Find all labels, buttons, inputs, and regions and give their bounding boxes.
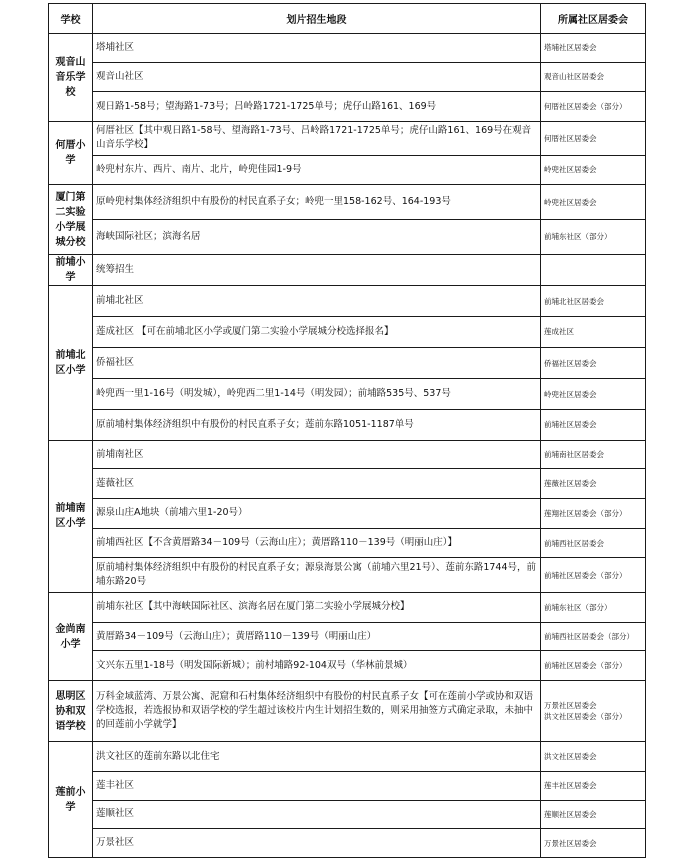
school-name-cell: 莲前小学 [49, 742, 93, 858]
table-row [49, 34, 646, 63]
table-row [49, 469, 646, 499]
table-row [49, 558, 646, 593]
zone-cell: 源泉山庄A地块（前埔六里1-20号） [93, 499, 541, 529]
table-row [49, 593, 646, 623]
zone-cell: 岭兜村东片、西片、南片、北片，岭兜佳园1-9号 [93, 155, 541, 185]
committee-cell: 侨福社区居委会 [541, 347, 646, 379]
table-row [49, 254, 646, 286]
committee-cell: 岭兜社区居委会 [541, 155, 646, 185]
table-row [49, 286, 646, 317]
table-row [49, 528, 646, 558]
enrollment-zone-table [48, 3, 646, 858]
committee-cell: 莲薇社区居委会 [541, 469, 646, 499]
table-row [49, 742, 646, 772]
table-body [49, 34, 646, 858]
committee-cell: 岭兜社区居委会 [541, 379, 646, 410]
committee-cell: 何厝社区居委会（部分） [541, 92, 646, 122]
zone-cell: 前埔西社区【不含黄厝路34－109号（云海山庄）；黄厝路110－139号（明丽山庄）】 [93, 528, 541, 558]
committee-cell: 前埔西社区居委会 [541, 528, 646, 558]
zone-cell: 观日路1-58号；望海路1-73号；吕岭路1721-1725单号；虎仔山路161、169号 [93, 92, 541, 122]
committee-cell: 万景社区居委会 洪文社区居委会（部分） [541, 680, 646, 741]
zone-cell: 莲薇社区 [93, 469, 541, 499]
committee-cell: 塔埔社区居委会 [541, 34, 646, 63]
table-row [49, 771, 646, 800]
zone-cell: 万景社区 [93, 829, 541, 858]
table-row [49, 185, 646, 220]
school-name-cell: 前埔北区小学 [49, 286, 93, 440]
table-row [49, 379, 646, 410]
zone-cell: 原前埔村集体经济组织中有股份的村民直系子女；源泉海景公寓（前埔六里21号）、莲前东路1744号，前埔东路20号 [93, 558, 541, 593]
committee-cell: 莲成社区 [541, 317, 646, 348]
zone-cell: 文兴东五里1-18号（明发国际新城）；前村埔路92-104双号（华林前景城） [93, 651, 541, 681]
committee-cell [541, 254, 646, 286]
committee-cell: 前埔社区居委会 [541, 410, 646, 441]
table-row [49, 155, 646, 185]
committee-cell: 前埔西社区居委会（部分） [541, 622, 646, 651]
zone-cell: 前埔东社区【其中海峡国际社区、滨海名居在厦门第二实验小学展城分校】 [93, 593, 541, 623]
committee-cell: 何厝社区居委会 [541, 121, 646, 155]
table-row [49, 317, 646, 348]
table-row [49, 62, 646, 92]
committee-cell: 前埔社区居委会（部分） [541, 558, 646, 593]
school-name-cell: 前埔小学 [49, 254, 93, 286]
school-name-cell: 金尚南小学 [49, 593, 93, 681]
committee-cell: 前埔东社区（部分） [541, 220, 646, 255]
zone-cell: 黄厝路34－109号（云海山庄）；黄厝路110－139号（明丽山庄） [93, 622, 541, 651]
school-name-cell: 厦门第二实验小学展城分校 [49, 185, 93, 255]
table-row [49, 347, 646, 379]
committee-cell: 莲翔社区居委会（部分） [541, 499, 646, 529]
zone-cell: 莲成社区 【可在前埔北区小学或厦门第二实验小学展城分校选择报名】 [93, 317, 541, 348]
table-row [49, 121, 646, 155]
zone-cell: 万科金域蓝湾、万景公寓、泥窟和石村集体经济组织中有股份的村民直系子女【可在莲前小学或协和双语学校选报，若选报协和双语学校的学生超过该校片内生计划招生数的，则采用抽签方式确定录取，未抽中的回莲前小学就学】 [93, 680, 541, 741]
committee-cell: 前埔东社区（部分） [541, 593, 646, 623]
school-name-cell: 思明区协和双语学校 [49, 680, 93, 741]
zone-cell: 洪文社区的莲前东路以北住宅 [93, 742, 541, 772]
school-name-cell: 何厝小学 [49, 121, 93, 184]
committee-cell: 前埔北社区居委会 [541, 286, 646, 317]
header-zone: 划片招生地段 [93, 4, 541, 34]
table-row [49, 440, 646, 469]
table-row [49, 92, 646, 122]
table-row [49, 829, 646, 858]
header-school: 学校 [49, 4, 93, 34]
committee-cell: 观音山社区居委会 [541, 62, 646, 92]
zone-cell: 前埔南社区 [93, 440, 541, 469]
table-row [49, 410, 646, 441]
zone-cell: 海峡国际社区；滨海名居 [93, 220, 541, 255]
zone-cell: 前埔北社区 [93, 286, 541, 317]
table-row [49, 499, 646, 529]
zone-cell: 塔埔社区 [93, 34, 541, 63]
zone-cell: 侨福社区 [93, 347, 541, 379]
committee-cell: 前埔社区居委会（部分） [541, 651, 646, 681]
school-name-cell: 前埔南区小学 [49, 440, 93, 592]
committee-cell: 万景社区居委会 [541, 829, 646, 858]
table-header-row [49, 4, 646, 34]
school-name-cell: 观音山音乐学校 [49, 34, 93, 122]
table-row [49, 800, 646, 829]
zone-cell: 原前埔村集体经济组织中有股份的村民直系子女；莲前东路1051-1187单号 [93, 410, 541, 441]
table-row [49, 220, 646, 255]
committee-cell: 莲顺社区居委会 [541, 800, 646, 829]
table-row [49, 680, 646, 741]
committee-cell: 莲丰社区居委会 [541, 771, 646, 800]
committee-cell: 前埔南社区居委会 [541, 440, 646, 469]
committee-cell: 岭兜社区居委会 [541, 185, 646, 220]
table-row [49, 651, 646, 681]
header-committee: 所属社区居委会 [541, 4, 646, 34]
zone-cell: 莲顺社区 [93, 800, 541, 829]
table-row [49, 622, 646, 651]
zone-cell: 何厝社区【其中观日路1-58号、望海路1-73号、吕岭路1721-1725单号；虎仔山路161、169号在观音山音乐学校】 [93, 121, 541, 155]
committee-cell: 洪文社区居委会 [541, 742, 646, 772]
zone-cell: 统筹招生 [93, 254, 541, 286]
zone-cell: 观音山社区 [93, 62, 541, 92]
zone-cell: 原岭兜村集体经济组织中有股份的村民直系子女；岭兜一里158-162号、164-193号 [93, 185, 541, 220]
zone-cell: 莲丰社区 [93, 771, 541, 800]
zone-cell: 岭兜西一里1-16号（明发城），岭兜西二里1-14号（明发园）；前埔路535号、537号 [93, 379, 541, 410]
